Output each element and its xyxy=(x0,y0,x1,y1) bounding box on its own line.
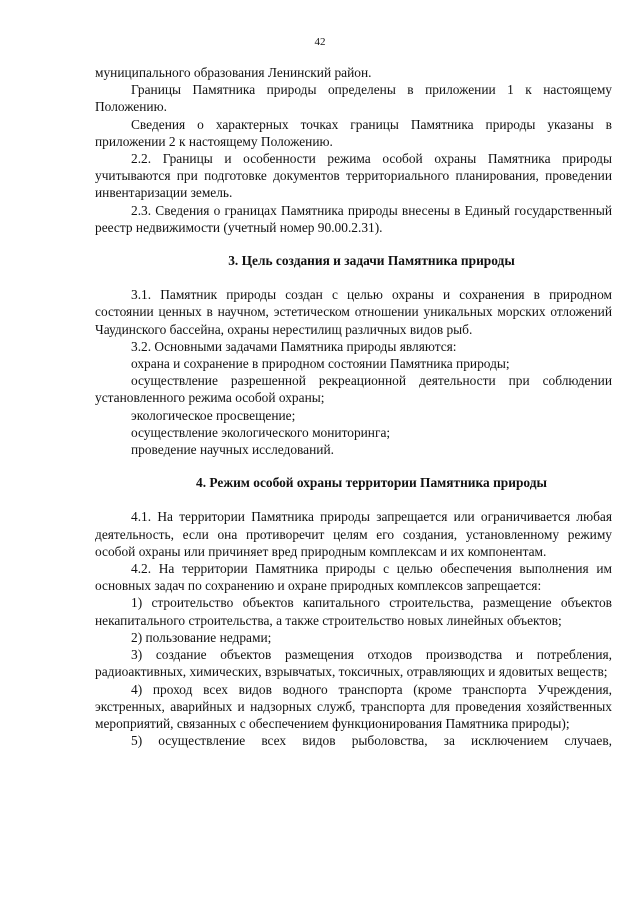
paragraph: охрана и сохранение в природном состоянии Памятника природы; xyxy=(131,356,510,372)
paragraph: 4.2. На территории Памятника природы с целью обеспечения выполнения им основных задач по сохранению и охране природных комплексов запрещается: xyxy=(95,561,612,594)
paragraph: 5) осуществление всех видов рыболовства, за исключением случаев, xyxy=(131,733,612,749)
paragraph: осуществление разрешенной рекреационной деятельности при соблюдении установленного режима особой охраны; xyxy=(95,373,612,406)
paragraph: Сведения о характерных точках границы Памятника природы указаны в приложении 2 к настоящему Положению. xyxy=(95,116,612,149)
section-heading: 3. Цель создания и задачи Памятника природы xyxy=(228,253,515,269)
paragraph: 3.1. Памятник природы создан с целью охраны и сохранения в природном состоянии ценных в научном, эстетическом отношении уникальных морских отложений Чаудинского бассейна, охраны нерестилищ различных видов рыб. xyxy=(95,287,612,337)
paragraph: экологическое просвещение; xyxy=(131,407,296,423)
paragraph: Границы Памятника природы определены в приложении 1 к настоящему Положению. xyxy=(95,82,612,115)
page-number: 42 xyxy=(314,36,326,48)
paragraph: 3.2. Основными задачами Памятника природы являются: xyxy=(131,338,457,354)
paragraph: муниципального образования Ленинский район. xyxy=(95,65,372,80)
paragraph: 1) строительство объектов капитального строительства, размещение объектов некапитального строительства, а также строительство новых линейных объектов; xyxy=(95,595,612,628)
paragraph: осуществление экологического мониторинга; xyxy=(131,424,391,440)
paragraph: 4.1. На территории Памятника природы запрещается или ограничивается любая деятельность, если она противоречит целям его создания, установленному режиму особой охраны или причиняет вред природным комплексам и их компонентам. xyxy=(95,509,612,559)
paragraph: 3) создание объектов размещения отходов производства и потребления, радиоактивных, химических, взрывчатых, токсичных, отравляющих и ядовитых веществ; xyxy=(95,647,612,680)
document-body xyxy=(95,64,612,749)
paragraph: 2.2. Границы и особенности режима особой охраны Памятника природы учитываются при подготовке документов территориального планирования, проведении инвентаризации земель. xyxy=(95,151,612,201)
paragraph: 4) проход всех видов водного транспорта (кроме транспорта Учреждения, экстренных, аварийных и надзорных служб, транспорта для проведения хозяйственных мероприятий, связанных с обеспечением функционирования Памятника природы); xyxy=(95,681,612,731)
section-heading: 4. Режим особой охраны территории Памятника природы xyxy=(196,475,547,491)
paragraph: 2.3. Сведения о границах Памятника природы внесены в Единый государственный реестр недвижимости (учетный номер 90.00.2.31). xyxy=(95,202,612,235)
paragraph: проведение научных исследований. xyxy=(131,442,334,458)
paragraph: 2) пользование недрами; xyxy=(131,629,272,645)
